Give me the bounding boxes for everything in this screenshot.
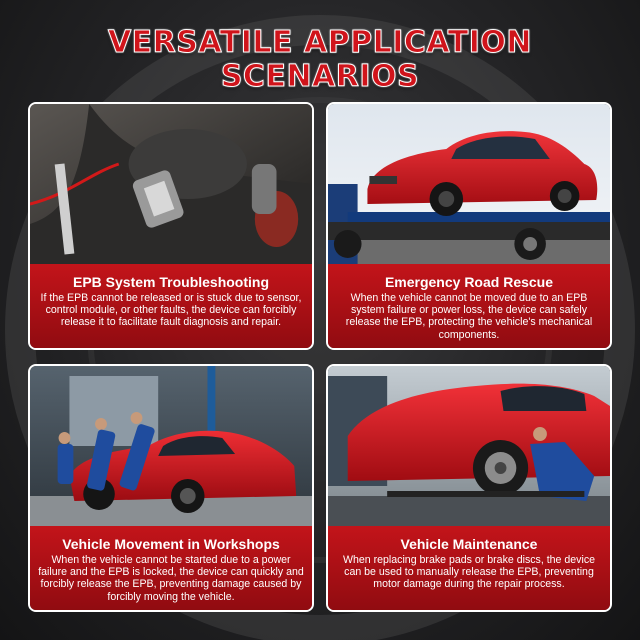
card-title: Emergency Road Rescue (384, 274, 554, 290)
page-title (0, 26, 640, 94)
tow-truck-photo (328, 104, 610, 264)
page-title-line-2: SCENARIOS (220, 59, 420, 94)
page-title-line-1: VERSATILE APPLICATION (107, 25, 533, 60)
card-caption (328, 526, 610, 612)
card-description: When replacing brake pads or brake discs, the device can be used to manually release the EPB, preventing motor damage during the repair process. (342, 554, 596, 591)
card-title: Vehicle Maintenance (400, 536, 538, 552)
scenario-card-workshop-movement (28, 364, 314, 612)
card-caption (328, 264, 610, 350)
card-title: EPB System Troubleshooting (72, 274, 270, 290)
epb-connector-photo (30, 104, 312, 264)
card-description: If the EPB cannot be released or is stuck due to sensor, control module, or other faults, the device can forcibly release it to facilitate fault diagnosis and repair. (40, 292, 302, 329)
scenario-card-epb-troubleshooting (28, 102, 314, 350)
card-caption (30, 526, 312, 612)
workshop-pushing-car-photo (30, 366, 312, 526)
card-description: When the vehicle cannot be moved due to an EPB system failure or power loss, the device can safely release the EPB, protecting the vehicle's mechanical components. (345, 292, 593, 341)
brake-maintenance-photo (328, 366, 610, 526)
card-description: When the vehicle cannot be started due to a power failure and the EPB is locked, the device can quickly and forcibly release the EPB, preventing damage caused by forcibly moving the vehicle. (38, 554, 304, 603)
card-title: Vehicle Movement in Workshops (62, 536, 280, 552)
card-caption (30, 264, 312, 350)
scenario-card-vehicle-maintenance (326, 364, 612, 612)
scenario-card-road-rescue (326, 102, 612, 350)
